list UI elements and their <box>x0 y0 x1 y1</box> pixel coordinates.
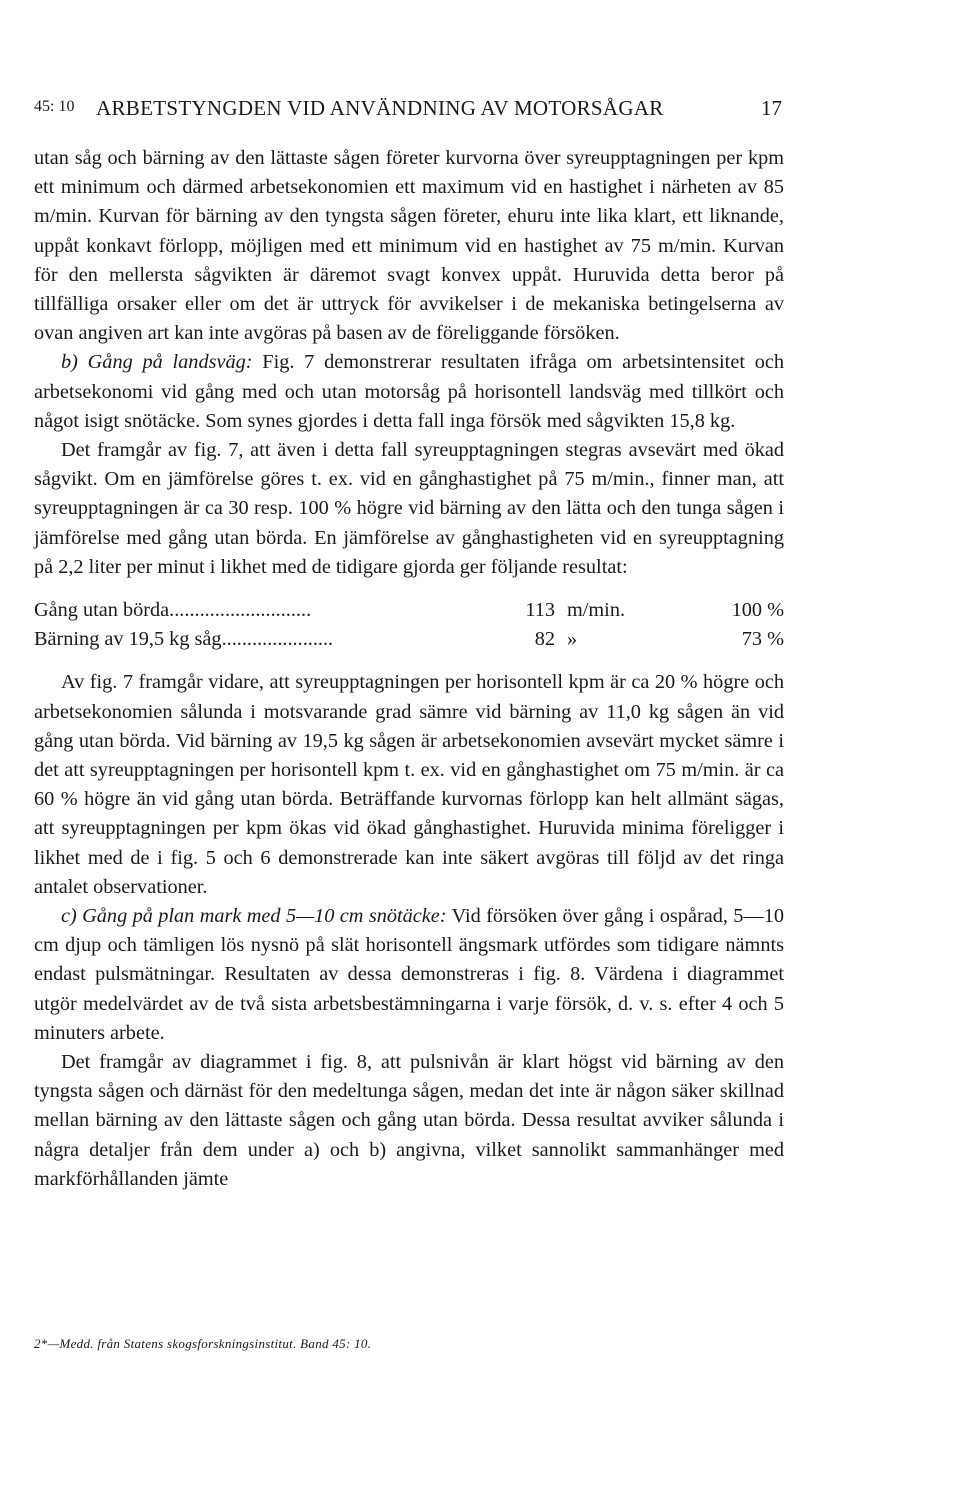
results-row <box>34 596 784 625</box>
paragraph-1: utan såg och bärning av den lättaste sågen företer kurvorna över syreupptagningen per kpm ett minimum och därmed arbetsekonomien ett maximum vid en hastighet i närheten av 85 m/min. Kurvan för bärning av den tyngsta sågen företer, ehuru inte lika klart, ett liknande, uppåt konkavt förlopp, möjligen med ett minimum vid en hastighet av 75 m/min. Kurvan för den mellersta sågvikten är däremot svagt konvex uppåt. Huruvida detta beror på tillfälliga orsaker eller om det är uttryck för avvikelser i de mekaniska betingelserna av ovan angiven art kan inte avgöras på basen av de föreliggande försöken. <box>34 147 784 345</box>
results-unit: m/min. <box>567 599 626 622</box>
running-title: ARBETSTYNGDEN VID ANVÄNDNING AV MOTORSÅGAR <box>96 96 664 120</box>
paragraph-4: Av fig. 7 framgår vidare, att syreupptagningen per horisontell kpm är ca 20 % högre och arbetsekonomien sålunda i motsvarande grad sämre vid bärning av 11,0 kg sågen än vid gång utan börda. Vid bärning av 19,5 kg sågen är arbetsekonomien avsevärt mycket sämre i det att syreupptagningen per horisontell kpm t. ex. vid en gånghastighet om 75 m/min. är ca 60 % högre än vid gång utan börda. Beträffande kurvornas förlopp kan helt allmänt sägas, att syreupptagningen per kpm ökas vid ökad gånghastighet. Huruvida minima föreligger i likhet med de i fig. 5 och 6 demonstrerade kan inte säkert avgöras till följd av det ringa antalet observationer. <box>34 671 784 898</box>
results-label: Gång utan börda............................ <box>34 599 312 622</box>
running-header <box>34 96 784 126</box>
results-label: Bärning av 19,5 kg såg...................... <box>34 628 334 651</box>
results-row <box>34 625 784 654</box>
paragraph-5-text: Vid försöken över gång i ospårad, 5—10 cm djup och tämligen lös nysnö på slät horisontell ängsmark utfördes som tidigare nämnts endast pulsmätningar. Resultaten av dessa demonstreras i fig. 8. Värdena i diagrammet utgör medelvärdet av de två sista arbetsbestämningarna i varje försök, d. v. s. efter 4 och 5 minuters arbete. <box>34 905 784 1044</box>
subsection-heading-b: b) Gång på landsväg: <box>61 351 253 374</box>
results-table <box>34 596 784 654</box>
page-number: 17 <box>761 96 782 120</box>
footnote: 2*—Medd. från Statens skogsforskningsinstitut. Band 45: 10. <box>34 1336 372 1351</box>
paragraph-6: Det framgår av diagrammet i fig. 8, att pulsnivån är klart högst vid bärning av den tyngsta sågen och därnäst för den medeltunga sågen, medan det inte är någon säker skillnad mellan bärning av den lättaste sågen och gång utan börda. Dessa resultat avviker sålunda i några detaljer från dem under a) och b) angivna, vilket sannolikt sammanhänger med markförhållanden jämte <box>34 1051 784 1190</box>
paragraph-2 <box>34 348 784 436</box>
subsection-heading-c: c) Gång på plan mark med 5—10 cm snötäcke: <box>61 905 447 928</box>
results-percent: 73 % <box>741 628 784 651</box>
results-percent: 100 % <box>731 599 784 622</box>
paragraph-5 <box>34 902 784 1048</box>
body-text <box>34 144 784 1194</box>
results-speed: 82 <box>534 628 555 651</box>
paragraph-3: Det framgår av fig. 7, att även i detta fall syreupptagningen stegras avsevärt med ökad sågvikt. Om en jämförelse göres t. ex. vid en gånghastighet på 75 m/min., finner man, att syreupptagningen är ca 30 resp. 100 % högre vid bärning av den lätta och den tunga sågen i jämförelse med gång utan börda. En jämförelse av gånghastigheten vid en syreupptagning på 2,2 liter per minut i likhet med de tidigare gjorda ger följande resultat: <box>34 439 784 578</box>
results-unit: » <box>567 628 578 651</box>
section-number: 45: 10 <box>34 98 75 115</box>
results-speed: 113 <box>525 599 555 622</box>
paragraph-2-text: Fig. 7 demonstrerar resultaten ifråga om arbetsintensitet och arbetsekonomi vid gång med och utan motorsåg på horisontell landsväg med tillkört och något isigt snötäcke. Som synes gjordes i detta fall inga försök med sågvikten 15,8 kg. <box>34 351 784 432</box>
